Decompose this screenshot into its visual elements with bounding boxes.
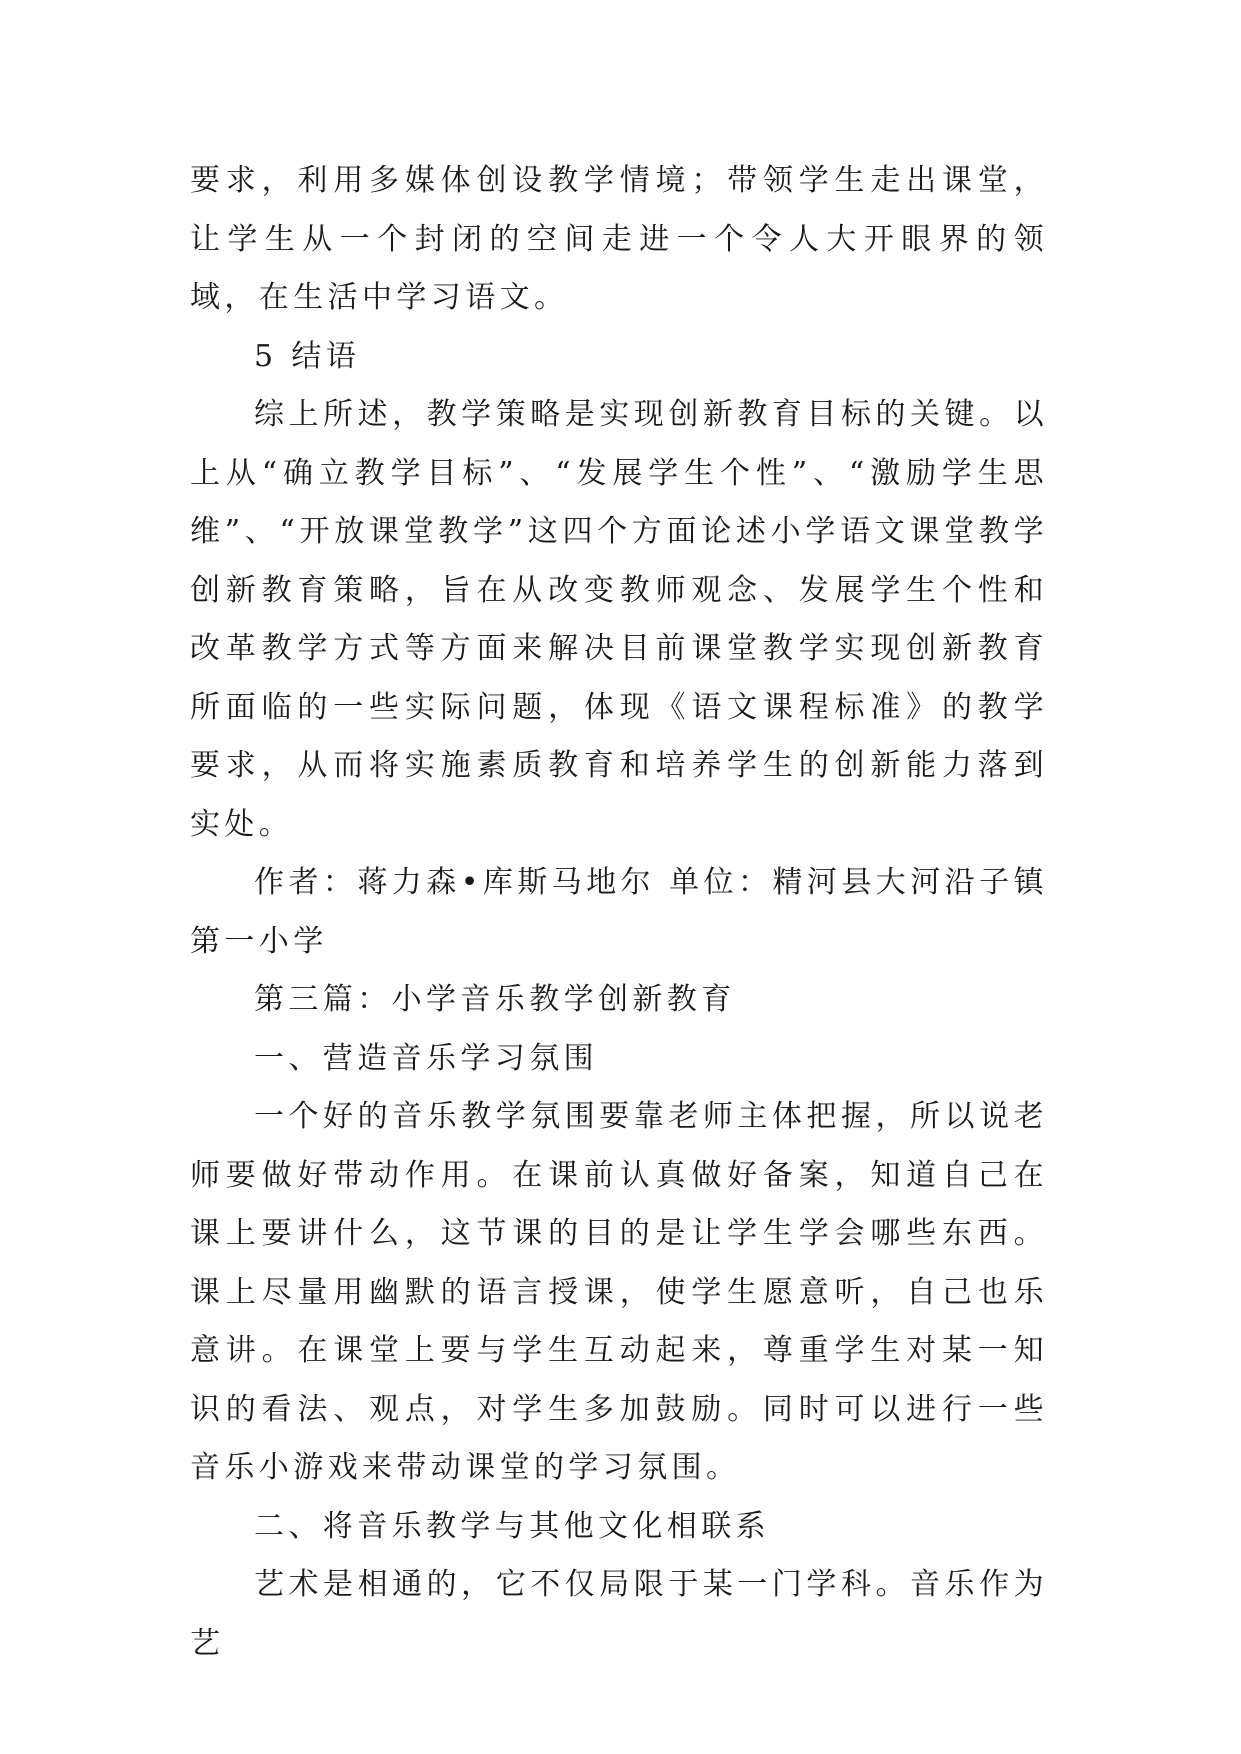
paragraph-continuation: 要求，利用多媒体创设教学情境；带领学生走出课堂，让学生从一个封闭的空间走进一个令人大开眼界的领域，在生活中学习语文。 <box>190 163 1048 315</box>
section-heading-conclusion: 5 结语 <box>254 338 361 374</box>
document-page <box>190 152 1048 1673</box>
paragraph-art: 艺术是相通的，它不仅局限于某一门学科。音乐作为艺 <box>190 1567 1048 1661</box>
article-title: 第三篇：小学音乐教学创新教育 <box>254 982 736 1017</box>
paragraph-atmosphere: 一个好的音乐教学氛围要靠老师主体把握，所以说老师要做好带动作用。在课前认真做好备案，知道自己在课上要讲什么，这节课的目的是让学生学会哪些东西。课上尽量用幽默的语言授课，使学生愿意听，自己也乐意讲。在课堂上要与学生互动起来，尊重学生对某一知识的看法、观点，对学生多加鼓励。同时可以进行一些音乐小游戏来带动课堂的学习氛围。 <box>190 1099 1048 1485</box>
section-heading-1: 一、营造音乐学习氛围 <box>254 1040 598 1076</box>
author-affiliation: 作者：蒋力森•库斯马地尔 单位：精河县大河沿子镇第一小学 <box>190 865 1048 959</box>
paragraph-summary: 综上所述，教学策略是实现创新教育目标的关键。以上从“确立教学目标”、“发展学生个性”、“激励学生思维”、“开放课堂教学”这四个方面论述小学语文课堂教学创新教育策略，旨在从改变教师观念、发展学生个性和改革教学方式等方面来解决目前课堂教学实现创新教育所面临的一些实际问题，体现《语文课程标准》的教学要求，从而将实施素质教育和培养学生的创新能力落到实处。 <box>190 397 1048 842</box>
section-heading-2: 二、将音乐教学与其他文化相联系 <box>254 1508 770 1544</box>
